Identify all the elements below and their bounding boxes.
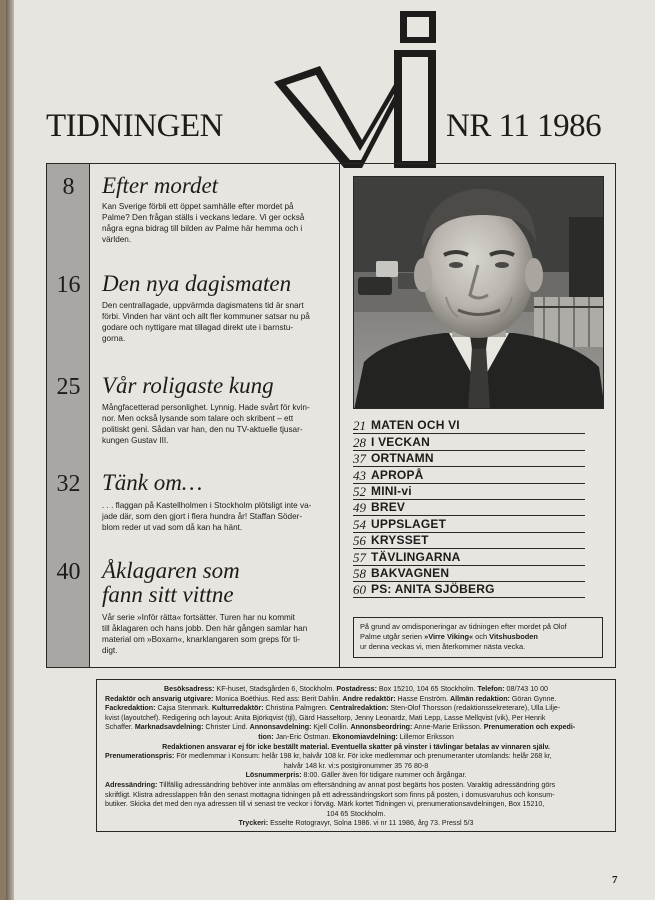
impressum-address-change: skriftligt. Klistra adresslappen från den senast mottagna tidningen på ett adressändringskort som finns på posten, i domusvaruhus och konsum- xyxy=(105,790,555,799)
impressum-staff: Fackredaktion: Cajsa Stenmark. Kulturredaktör: Christina Palmgren. Centralredaktion: Sten-Olof Thorsson (redaktionssekreterare), Ulla Lilje- xyxy=(105,704,561,713)
article-page-number: 25 xyxy=(56,374,81,400)
impressum-address: Besöksadress: KF-huset, Stadsgården 6, Stockholm. Postadress: Box 15210, 104 65 Stockholm. Telefon: 08/743 10 00 xyxy=(164,685,548,693)
article-title: Den nya dagismaten xyxy=(102,271,292,296)
toc-item[interactable]: 52 MINI-vi xyxy=(353,484,585,500)
omission-notice: På grund av omdisponeringar av tidningen efter mordet på Olof Palme utgår serien »Virre Viking« och Vitshusboden ur denna veckas vi, men återkommer nästa vecka. xyxy=(353,617,603,658)
impressum-disclaimer: Redaktionen ansvarar ej för icke beställt material. Eventuella skatter på vinster i tävlingar betalas av vinnaren själv. xyxy=(162,742,550,751)
toc-item[interactable]: 28 I VECKAN xyxy=(353,434,585,450)
impressum-single-copy: Lösnummerpris: 8:00. Gäller även för tidigare nummer och årgångar. xyxy=(245,771,467,780)
article-page-number: 40 xyxy=(56,559,81,585)
article-page-number: 32 xyxy=(56,471,81,497)
portrait-image xyxy=(354,177,604,409)
article-teaser: Mångfacetterad personlighet. Lynnig. Hade svårt för kvin- nor. Men också lysande som talare och skribent – ett politiskt geni. Sådan var han, den nu TV-aktuelle tjusar- kungen Gustav III. xyxy=(102,403,310,445)
cover-portrait-photo xyxy=(353,176,604,409)
article-title: Åklagaren som xyxy=(102,558,240,583)
impressum-address-change: Adressändring: Tillfällig adressändring behöver inte anmälas om eftersändning av annat post begärts hos posten. Varaktig adressändring görs xyxy=(105,780,556,789)
column-divider xyxy=(339,164,340,667)
impressum-address-change: 104 65 Stockholm. xyxy=(326,809,386,818)
article-teaser: Den centrallagade, uppvärmda dagismatens tid är snart förbi. Vinden har vänt och allt fler kommuner satsar nu på godare och nyttigare mat tillagad direkt ute i barnstu- gorna. xyxy=(102,301,310,343)
vi-logo xyxy=(272,10,442,170)
impressum-staff: Redaktör och ansvarig utgivare: Monica Boëthius. Red ass: Berit Dahlin. Andre redaktör: Hasse Enström. Allmän redaktion: Göran Gynne. xyxy=(105,694,557,703)
toc-item[interactable]: 43 APROPÅ xyxy=(353,467,585,483)
page-edge-shadow xyxy=(6,0,14,900)
article-page-number: 16 xyxy=(56,272,81,298)
article-title: Tänk om… xyxy=(102,470,203,495)
toc-item[interactable]: 37 ORTNAMN xyxy=(353,451,585,467)
masthead-tidningen: TIDNINGEN xyxy=(46,108,223,144)
article-page-number: 8 xyxy=(62,174,75,200)
page-number: 7 xyxy=(612,874,618,886)
article-teaser: Vår serie »Inför rätta« fortsätter. Turen har nu kommit till åklagaren och hans jobb. Den här gången samlar han material om »Boxarn«, knarklangaren som greps för ti- digt. xyxy=(102,613,308,655)
article-title: Vår roligaste kung xyxy=(102,373,274,398)
toc-item[interactable]: 54 UPPSLAGET xyxy=(353,516,585,532)
article-teaser: Kan Sverige förbli ett öppet samhälle efter mordet på Palme? Den frågan ställs i veckans ledare. Vi ger också några egna bidrag till bilden av Palme här hemma och i världen. xyxy=(102,202,305,244)
impressum-staff: Schaffer. Marknadsavdelning: Christer Lind. Annonsavdelning: Kjell Collin. Annonsbeordring: Anne-Marie Eriksson. Prenumeration och expedi- xyxy=(105,723,576,732)
article-title-line2: fann sitt vittne xyxy=(102,582,234,607)
impressum-subscription: halvår 148 kr. vi:s postgironummer 35 76 80-8 xyxy=(283,761,429,770)
article-title: Efter mordet xyxy=(102,173,219,198)
toc-item[interactable]: 60 PS: ANITA SJÖBERG xyxy=(353,582,585,598)
masthead-issue: NR 11 1986 xyxy=(446,108,602,144)
toc-item[interactable]: 57 TÄVLINGARNA xyxy=(353,549,585,565)
toc-item[interactable]: 21 MATEN OCH VI xyxy=(353,418,585,434)
impressum-box xyxy=(96,679,616,832)
magazine-page xyxy=(6,0,655,900)
article-teaser: . . . flaggan på Kastellholmen i Stockholm plötsligt inte va- jade där, som den gjort i flera hundra år! Staffan Söder- blom reder ut vad som då kan ha hänt. xyxy=(102,501,312,532)
impressum-address-change: butiker. Skicka det med den nya adressen till vi senast tre veckor i förväg. Märk kortet Tidningen vi, prenumerationsavdelningen, Box 15210, xyxy=(105,800,545,809)
regular-sections-list xyxy=(353,418,585,598)
impressum-subscription: Prenumerationspris: För medlemmar i Konsum: helår 198 kr, halvår 108 kr. För icke medlemmar och prenumeranter utomlands: helår 268 kr, xyxy=(105,752,552,761)
toc-item[interactable]: 49 BREV xyxy=(353,500,585,516)
impressum-staff: tion: Jan-Eric Östman. Ekonomiavdelning: Lillemor Eriksson xyxy=(258,732,454,741)
impressum-printer: Tryckeri: Esselte Rotogravyr, Solna 1986. vi nr 11 1986, årg 73. Pressl 5/3 xyxy=(238,819,474,828)
toc-item[interactable]: 58 BAKVAGNEN xyxy=(353,566,585,582)
toc-item[interactable]: 56 KRYSSET xyxy=(353,533,585,549)
page-number-column xyxy=(47,164,90,667)
impressum-staff: kvist (layoutchef). Redigering och layout: Anita Björkqvist (tjl), Gärd Hasseltorp, Jenny Leonardz, Mati Lepp, Lasse Mellqvist (vik), Per Henrik xyxy=(105,713,546,722)
